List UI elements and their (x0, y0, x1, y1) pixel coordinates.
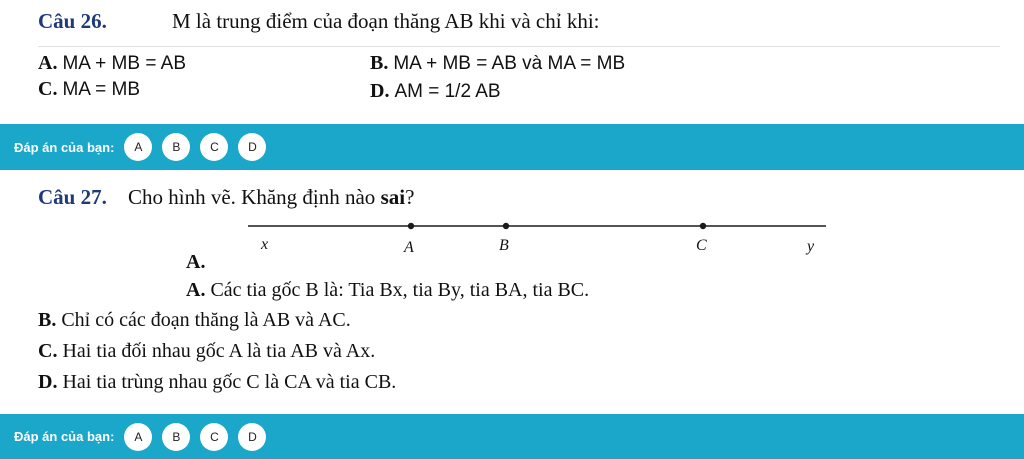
q27-option-c (38, 340, 375, 363)
q27-option-d-letter: D. (38, 371, 58, 393)
answer-choice-a[interactable]: A (124, 133, 152, 161)
figure-label-b: B (499, 237, 509, 254)
q27-text-main: Cho hình vẽ. Khăng định nào (128, 185, 381, 209)
q27-number: Câu 27. (38, 185, 107, 209)
answer-choice-c[interactable]: C (200, 423, 228, 451)
point-b (503, 223, 509, 229)
answer-label: Đáp án của bạn: (14, 429, 115, 444)
q26-option-a-text: MA + MB = AB (62, 53, 187, 74)
q27-text-end: ? (405, 185, 415, 209)
q27-option-c-letter: C. (38, 340, 58, 362)
q26-question-text: M là trung điểm của đoạn thăng AB khi và chỉ khi: (172, 9, 600, 33)
q27-figure-option-letter (186, 251, 205, 274)
point-c (700, 223, 706, 229)
q26-option-b-letter: B. (370, 52, 389, 74)
q27-option-a (186, 279, 589, 302)
q26-option-c-letter: C. (38, 78, 58, 100)
q26-option-c-text: MA = MB (62, 79, 141, 100)
q26-option-b-text: MA + MB = AB và MA = MB (393, 53, 626, 74)
answer-choice-b[interactable]: B (162, 423, 190, 451)
q27-option-b-text: Chỉ có các đoạn thăng là AB và AC. (61, 309, 351, 331)
answer-choice-d[interactable]: D (238, 423, 266, 451)
figure-label-x: x (261, 236, 269, 253)
figure-label-y: y (807, 238, 815, 255)
answer-choice-b[interactable]: B (162, 133, 190, 161)
q26-option-d-letter: D. (370, 80, 390, 102)
answer-choice-c[interactable]: C (200, 133, 228, 161)
q26-option-a-letter: A. (38, 52, 58, 74)
q27-option-b (38, 309, 351, 332)
answer-bar-q27 (0, 414, 1024, 459)
q27-text-bold: sai (380, 185, 406, 209)
figure-label-a: A (404, 239, 414, 256)
point-a (408, 223, 414, 229)
q27-option-d-text: Hai tia trùng nhau gốc C là CA và tia CB. (62, 371, 397, 393)
q27-option-a-text: Các tia gốc B là: Tia Bx, tia By, tia BA, tia BC. (210, 279, 590, 301)
q27-option-b-letter: B. (38, 309, 57, 331)
answer-choice-a[interactable]: A (124, 423, 152, 451)
figure-label-c: C (696, 237, 707, 254)
answer-label: Đáp án của bạn: (14, 139, 115, 155)
q27-option-a-letter: A. (186, 279, 206, 301)
q26-number: Câu 26. (38, 9, 107, 33)
q27-option-d (38, 371, 396, 394)
figure-option-letter: A. (186, 251, 206, 273)
answer-choice-d[interactable]: D (238, 133, 266, 161)
q27-option-c-text: Hai tia đối nhau gốc A là tia AB và Ax. (62, 340, 376, 362)
q26-option-d-text: AM = 1/2 AB (394, 81, 501, 102)
